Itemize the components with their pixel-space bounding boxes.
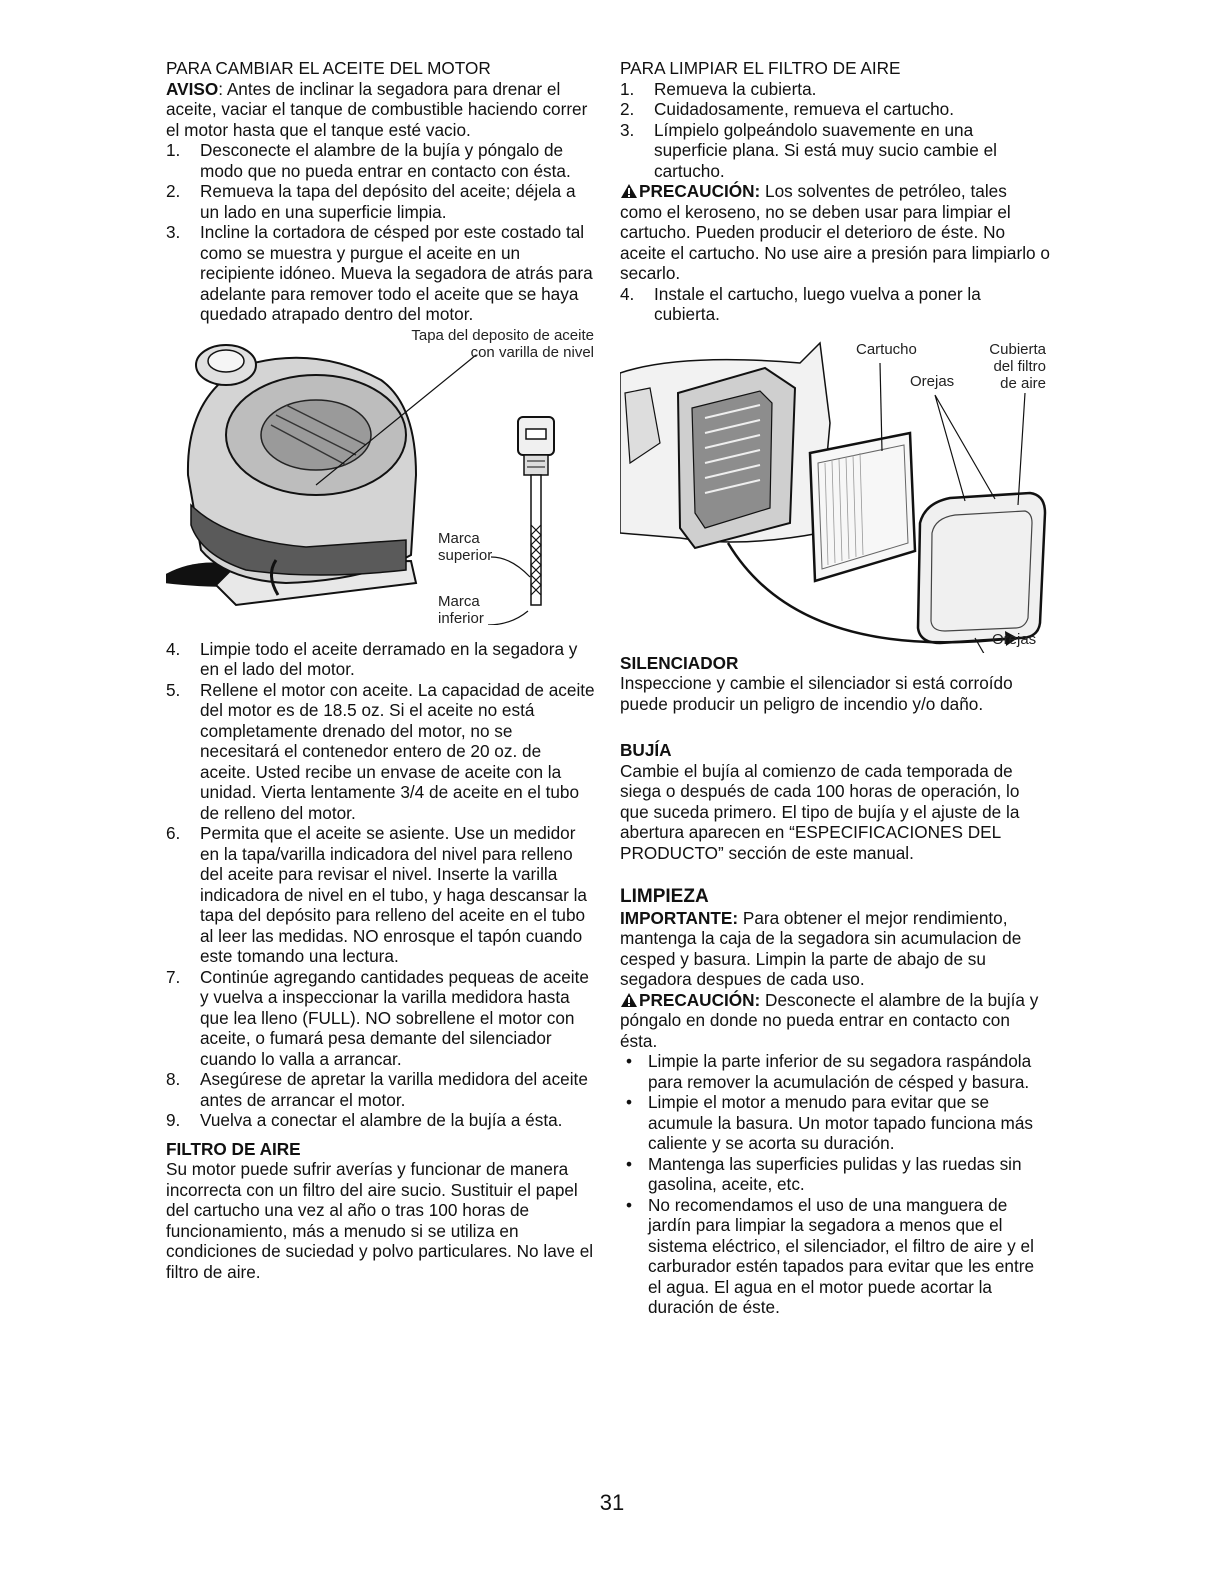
- bullet-icon: •: [626, 1194, 633, 1215]
- dipstick-cap-caption: [376, 327, 594, 361]
- step-text: Vuelva a conectar el alambre de la bujía a ésta.: [200, 1110, 563, 1130]
- step-text: Cuidadosamente, remueva el cartucho.: [654, 99, 954, 119]
- silenciador-heading: SILENCIADOR: [620, 652, 739, 673]
- precaucion2-text: Desconecte el alambre de la bujía y póngalo en donde no pueda entrar en contacto con ésta.: [620, 989, 1039, 1051]
- step-number: 5.: [166, 679, 181, 700]
- list-item: [620, 1092, 1050, 1154]
- caption-line: Cubierta: [989, 340, 1046, 358]
- list-item: [166, 140, 596, 181]
- lower-mark-caption: [438, 593, 484, 627]
- step-text: Continúe agregando cantidades pequeas de aceite y vuelva a inspeccionar la varilla medidora hasta que lea lleno (FULL). NO sobrellene el motor con aceite, o fumará pesa demante del silenciador cuando lo valla a arrancar.: [200, 966, 589, 1069]
- importante-label: IMPORTANTE:: [620, 907, 739, 928]
- list-item: [166, 823, 596, 967]
- step-number: 2.: [620, 99, 635, 119]
- importante-text: Para obtener el mejor rendimiento, mantenga la caja de la segadora sin acumulacion de cesped y basura. Limpin la parte de abajo de su segadora despues de cada uso.: [620, 907, 1022, 989]
- list-item: [166, 1069, 596, 1110]
- left-column: [166, 58, 596, 1282]
- step-text: Remueva la tapa del depósito del aceite; déjela a un lado en una superficie limpia.: [200, 181, 576, 222]
- upper-mark-caption: [438, 530, 492, 564]
- step-text: Instale el cartucho, luego vuelva a poner la cubierta.: [654, 283, 981, 324]
- step-text: Permita que el aceite se asiente. Use un medidor en la tapa/varilla indicadora del nivel para relleno del aceite para revisar el nivel. Inserte la varilla indicadora de nivel en el tubo, y haga descansar la tapa del depósito para relleno del aceite en el tubo al leer las medidas. NO enrosque el tapón cuando este tomando una lectura.: [200, 823, 587, 966]
- limpieza-heading: LIMPIEZA: [620, 886, 709, 907]
- step-text: Limpie todo el aceite derramado en la segadora y en el lado del motor.: [200, 638, 578, 679]
- step-number: 3.: [620, 119, 635, 140]
- oil-change-title: PARA CAMBIAR EL ACEITE DEL MOTOR: [166, 58, 491, 78]
- precaucion-label: PRECAUCIÓN:: [639, 181, 761, 201]
- step-text: Remueva la cubierta.: [654, 78, 817, 99]
- list-item: [620, 284, 1050, 325]
- air-filter-heading: FILTRO DE AIRE: [166, 1138, 301, 1159]
- list-item: [166, 181, 596, 222]
- page-number: 31: [599, 1490, 625, 1515]
- cubierta-caption: [980, 341, 1046, 392]
- list-item: [166, 1110, 596, 1131]
- bullet-icon: •: [626, 1153, 633, 1174]
- caption-line: Marca: [438, 592, 480, 610]
- bullet-text: No recomendamos el uso de una manguera de jardín para limpiar la segadora a menos que el sistema eléctrico, el silenciador, el filtro de aire y el carburador estén tapados para evitar que les entre el agua. El agua en el motor puede acortar la duración de éste.: [648, 1194, 1035, 1317]
- caption-line: del filtro: [993, 357, 1046, 375]
- list-item: [166, 680, 596, 824]
- oil-drain-figure: [166, 325, 596, 625]
- list-item: [166, 967, 596, 1070]
- step-number: 6.: [166, 823, 181, 843]
- filter-steps-list-a: [620, 79, 1050, 182]
- air-filter-paragraph: Su motor puede sufrir averías y funcionar de manera incorrecta con un filtro del aire sucio. Sustituir el papel del cartucho una vez al año o tras 100 horas de funcionamiento, más a menudo si se utiliza en condiciones de suciedad y polvo particulares. No lave el filtro de aire.: [166, 1159, 594, 1282]
- step-number: 7.: [166, 966, 181, 987]
- list-item: [620, 79, 1050, 100]
- list-item: [620, 120, 1050, 182]
- warning-triangle-icon: [620, 992, 638, 1008]
- bullet-text: Limpie la parte inferior de su segadora raspándola para remover la acumulación de césped y basura.: [648, 1051, 1032, 1092]
- caption-line: Marca: [438, 529, 480, 547]
- step-number: 8.: [166, 1069, 181, 1089]
- step-number: 3.: [166, 222, 181, 242]
- filter-steps-list-b: [620, 284, 1050, 325]
- right-column: [620, 58, 1050, 1318]
- list-item: [620, 99, 1050, 120]
- precaucion2-label: PRECAUCIÓN:: [639, 989, 761, 1010]
- aviso-label: AVISO: [166, 78, 219, 99]
- step-text: Incline la cortadora de césped por este costado tal como se muestra y purgue el aceite en un recipiente idóneo. Mueva la segadora de atrás para adelante para remover todo el aceite que se haya quedado atrapado dentro del motor.: [200, 222, 593, 324]
- precaucion-paragraph: [620, 181, 1050, 284]
- tilted-engine-illustration: [166, 325, 596, 625]
- orejas-top-caption: Orejas: [910, 372, 955, 390]
- warning-triangle-icon: [620, 183, 638, 199]
- caption-line: superior: [438, 546, 493, 564]
- silenciador-paragraph: Inspeccione y cambie el silenciador si está corroído puede producir un peligro de incendio y/o daño.: [620, 673, 1013, 714]
- step-number: 4.: [620, 283, 635, 304]
- bullet-text: Mantenga las superficies pulidas y las ruedas sin gasolina, aceite, etc.: [648, 1153, 1022, 1194]
- oil-steps-list-b: [166, 639, 596, 1131]
- caption-line: con varilla de nivel: [470, 343, 594, 361]
- bullet-icon: •: [626, 1051, 633, 1071]
- list-item: [166, 222, 596, 325]
- precaucion2-paragraph: [620, 990, 1050, 1052]
- caption-line: Tapa del deposito de aceite: [411, 326, 594, 344]
- air-filter-figure: [620, 333, 1050, 653]
- bujia-paragraph: Cambie el bujía al comienzo de cada temporada de siega o después de cada 100 horas de operación, lo que suceda primero. El tipo de bujía y el ajuste de la abertura aparecen en “ESPECIFICACIONES DEL PRODUCTO” sección de este manual.: [620, 760, 1020, 863]
- bullet-icon: •: [626, 1092, 633, 1112]
- aviso-text: : Antes de inclinar la segadora para drenar el aceite, vaciar el tanque de combustible haciendo correr el motor hasta que el tanque esté vacio.: [166, 78, 588, 140]
- step-number: 9.: [166, 1110, 181, 1130]
- clean-filter-title: PARA LIMPIAR EL FILTRO DE AIRE: [620, 58, 901, 78]
- step-number: 1.: [620, 78, 635, 99]
- step-number: 2.: [166, 181, 181, 201]
- bujia-heading: BUJÍA: [620, 740, 672, 760]
- oil-steps-list-a: [166, 140, 596, 325]
- bullet-text: Limpie el motor a menudo para evitar que se acumule la basura. Un motor tapado funciona más caliente y se acorta su duración.: [648, 1092, 1034, 1153]
- list-item: [620, 1051, 1050, 1092]
- list-item: [620, 1195, 1050, 1318]
- step-number: 4.: [166, 638, 181, 659]
- cleaning-bullet-list: [620, 1051, 1050, 1318]
- importante-paragraph: [620, 908, 1050, 990]
- list-item: [166, 639, 596, 680]
- precaucion-text: Los solventes de petróleo, tales como el keroseno, no se deben usar para limpiar el cartucho. Pueden producir el deterioro de éste. No aceite el cartucho. No use aire a presión para limpiarlo o secarlo.: [620, 181, 1050, 283]
- orejas-bottom-caption: Orejas: [992, 630, 1037, 648]
- step-text: Asegúrese de apretar la varilla medidora del aceite antes de arrancar el motor.: [200, 1069, 588, 1110]
- step-number: 1.: [166, 140, 181, 160]
- step-text: Rellene el motor con aceite. La capacidad de aceite del motor es de 18.5 oz. Si el aceite no está completamente drenado del motor, no se necesitará el contenedor entero de 20 oz. de aceite. Usted recibe un envase de aceite con la unidad. Vierta lentamente 3/4 de aceite en el tubo de relleno del motor.: [200, 679, 595, 823]
- caption-line: de aire: [1000, 374, 1046, 392]
- aviso-paragraph: [166, 79, 596, 141]
- step-text: Límpielo golpeándolo suavemente en una superficie plana. Si está muy sucio cambie el cartucho.: [654, 119, 997, 181]
- cartucho-caption: Cartucho: [856, 340, 917, 358]
- caption-line: inferior: [438, 609, 484, 627]
- list-item: [620, 1154, 1050, 1195]
- step-text: Desconecte el alambre de la bujía y póngalo de modo que no pueda entrar en contacto con ésta.: [200, 140, 571, 181]
